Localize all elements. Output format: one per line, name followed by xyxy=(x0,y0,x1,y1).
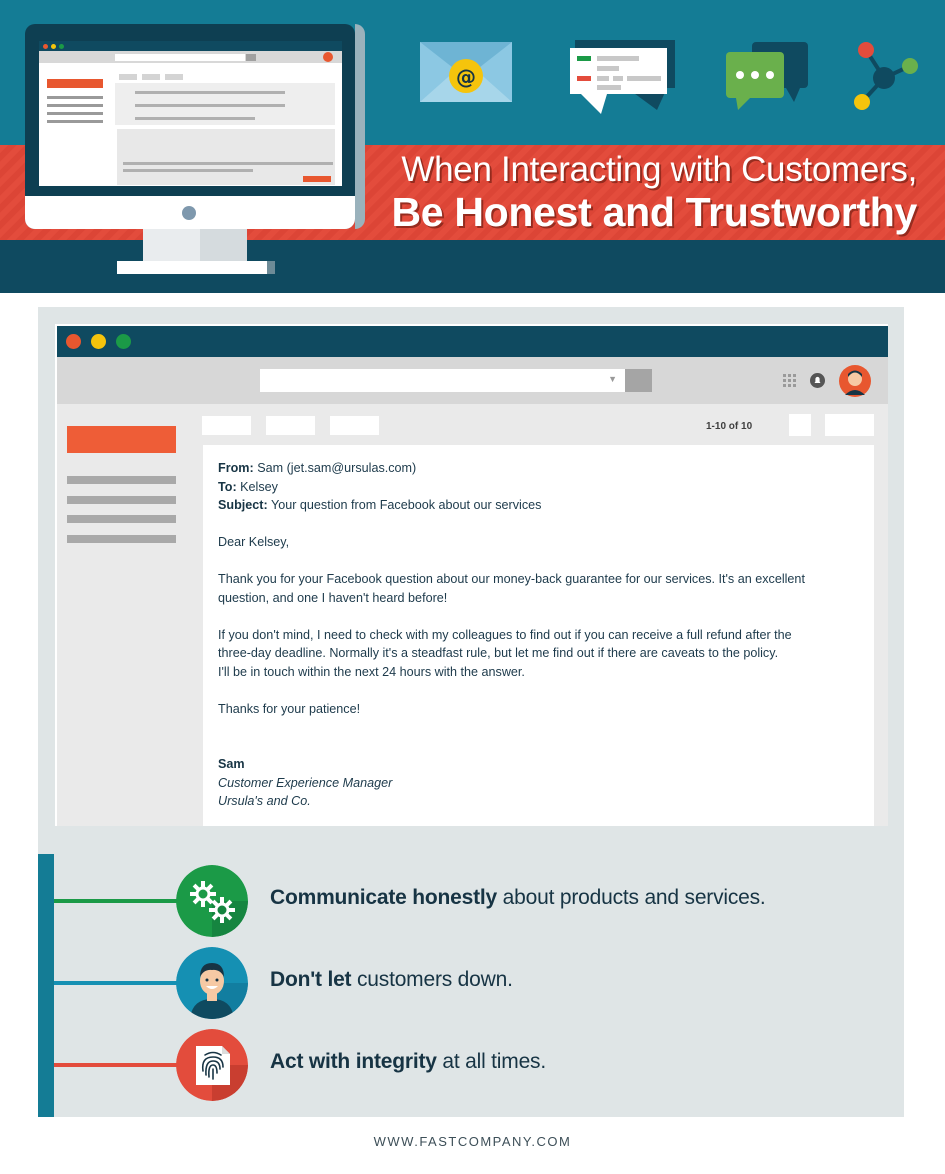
point-3-bold: Act with integrity xyxy=(270,1050,437,1073)
panel-left-accent-bar xyxy=(38,854,54,1117)
mini-search-button xyxy=(246,54,256,61)
svg-text:@: @ xyxy=(456,65,476,89)
email-message xyxy=(203,445,874,826)
compose-button[interactable] xyxy=(67,426,176,453)
search-button[interactable] xyxy=(625,369,652,392)
monitor-shadow xyxy=(355,24,365,229)
monitor-power-dot xyxy=(182,206,196,220)
point-2-bold: Don't let xyxy=(270,968,352,991)
monitor-stand-shadow xyxy=(200,229,247,261)
mini-body-line xyxy=(123,169,253,172)
headline-line-2: Be Honest and Trustworthy xyxy=(391,189,917,235)
mini-list-line xyxy=(135,117,255,120)
paragraph-2-line-1: If you don't mind, I need to check with my colleagues to find out if you can receive a full refund after the xyxy=(218,627,792,642)
sidebar-folder-item[interactable] xyxy=(67,476,176,484)
toolbar-tab[interactable] xyxy=(202,416,251,435)
mini-tab xyxy=(165,74,183,80)
sidebar-folder-item[interactable] xyxy=(67,535,176,543)
network-nodes-icon xyxy=(850,40,922,114)
toolbar-tab[interactable] xyxy=(330,416,379,435)
email-toolbar xyxy=(57,357,888,404)
mini-compose-button xyxy=(47,79,103,88)
chat-bubbles-icon xyxy=(724,42,810,112)
search-input[interactable] xyxy=(260,369,625,392)
gears-icon xyxy=(176,865,248,937)
mini-search xyxy=(115,54,245,61)
from-label: From: xyxy=(218,461,254,475)
point-1-text xyxy=(270,886,766,910)
mini-avatar xyxy=(323,52,333,62)
chevron-down-icon[interactable]: ▼ xyxy=(608,374,617,384)
mini-tab xyxy=(119,74,137,80)
mini-list-line xyxy=(135,91,285,94)
paragraph-1-line-2: question, and one I haven't heard before! xyxy=(218,590,448,605)
header-banner xyxy=(0,0,945,293)
mini-list-line xyxy=(135,104,285,107)
point-3-text xyxy=(270,1050,546,1074)
paragraph-1-line-1: Thank you for your Facebook question about our money-back guarantee for our services. It's an excellent xyxy=(218,572,805,586)
notification-bell-icon[interactable] xyxy=(810,373,825,388)
signature-name xyxy=(218,755,859,774)
point-2-text xyxy=(270,968,513,992)
subject-value: Your question from Facebook about our services xyxy=(270,498,542,512)
headline-line-1: When Interacting with Customers, xyxy=(401,150,917,189)
point-1-connector xyxy=(54,899,178,903)
envelope-at-icon xyxy=(420,42,512,102)
pagination-count: 1-10 of 10 xyxy=(706,421,753,432)
to-value: Kelsey xyxy=(240,479,278,494)
closing: Thanks for your patience! xyxy=(218,701,361,716)
greeting: Dear Kelsey, xyxy=(218,535,290,549)
apps-grid-icon[interactable] xyxy=(783,374,796,387)
from-line xyxy=(218,459,859,478)
monitor-chin xyxy=(25,196,355,229)
signature-company xyxy=(218,792,859,811)
person-icon xyxy=(176,947,248,1019)
to-line xyxy=(218,478,859,497)
point-2-connector xyxy=(54,981,178,985)
monitor-base-shadow xyxy=(267,261,275,274)
mini-side-line xyxy=(47,120,103,123)
sidebar-folder-item[interactable] xyxy=(67,515,176,523)
sidebar-folder-item[interactable] xyxy=(67,496,176,504)
point-1-bold: Communicate honestly xyxy=(270,886,498,909)
mini-body-line xyxy=(123,162,333,165)
email-client-window xyxy=(55,324,888,826)
mini-side-line xyxy=(47,96,103,99)
mini-side-line xyxy=(47,104,103,107)
headline xyxy=(391,150,917,234)
point-1-rest: about products and services. xyxy=(497,886,766,909)
signature-title-text: Customer Experience Manager xyxy=(218,775,393,790)
message-list-bubble-icon xyxy=(567,38,677,116)
monitor-screen xyxy=(39,41,342,186)
next-page-button[interactable] xyxy=(825,414,874,436)
desktop-monitor-illustration xyxy=(25,24,365,276)
point-2-rest: customers down. xyxy=(351,968,513,991)
monitor-base xyxy=(117,261,275,274)
prev-page-button[interactable] xyxy=(789,414,811,436)
mini-titlebar xyxy=(39,41,342,51)
email-body-area xyxy=(57,404,888,826)
subject-line xyxy=(218,496,859,515)
toolbar-tab[interactable] xyxy=(266,416,315,435)
subject-label: Subject: xyxy=(218,498,268,512)
maximize-window-dot[interactable] xyxy=(116,334,131,349)
to-label: To: xyxy=(218,479,237,494)
point-3-rest: at all times. xyxy=(436,1050,546,1073)
window-titlebar xyxy=(57,326,888,357)
signature-name-text: Sam xyxy=(218,757,245,771)
fingerprint-icon xyxy=(176,1029,248,1101)
mini-tab xyxy=(142,74,160,80)
mini-side-line xyxy=(47,112,103,115)
signature-title xyxy=(218,774,859,793)
footer-source-link[interactable]: WWW.FASTCOMPANY.COM xyxy=(373,1134,572,1149)
close-window-dot[interactable] xyxy=(66,334,81,349)
point-3-connector xyxy=(54,1063,178,1067)
mini-send-button xyxy=(303,176,331,182)
minimize-window-dot[interactable] xyxy=(91,334,106,349)
paragraph-2-line-2: three-day deadline. Normally it's a steadfast rule, but let me find out if there are caveats to the policy. xyxy=(218,646,779,660)
from-value: Sam (jet.sam@ursulas.com) xyxy=(257,461,417,475)
paragraph-2-line-3: I'll be in touch within the next 24 hours with the answer. xyxy=(218,664,525,679)
user-avatar-icon[interactable] xyxy=(839,365,871,397)
signature-company-text: Ursula's and Co. xyxy=(218,794,311,808)
